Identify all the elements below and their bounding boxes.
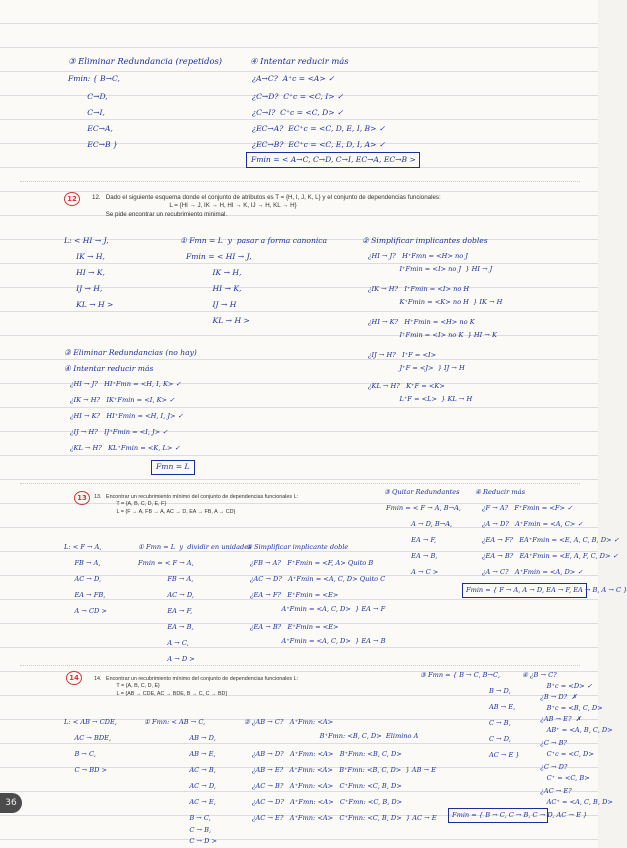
dependency-line: AC → B, [160,766,216,774]
dependency-line: AB → D, [160,734,216,742]
dependency-line: HI → K, [64,268,105,277]
dependency-line: L: < HI → J, [64,236,109,245]
exercise-13-statement: 13. Encontrar un recubrimiento mínimo del conjunto de dependencias funcionales L: T = {A, B, C, D, E, F} L = {F → A, FB → A, AC → D, EA → FB, A → CD} [94,494,299,515]
dependency-line: Fmin = < F → A, [138,559,194,567]
top-result: Fmin = < A→C, C→D, C→I, EC→A, EC→B > [251,155,416,164]
exercise-12-circle: 12 [64,192,80,206]
fmin-line: Fmin: { B→C, [68,74,120,83]
dependency-line: HI → K, [186,284,242,293]
dependency-line: C → D, [468,735,511,743]
closure-line: I⁺Fmin = <I> no K } HI → K [368,331,497,339]
closure-line: ¿HI → J? H⁺Fmn = <H> no J [368,252,468,260]
closure-line: ¿EA → B? E⁺Fmin = <E> [250,623,339,631]
exercise-12-statement: 12. Dado el siguiente esquema donde el conjunto de atributos es T = {H, I, J, K, L} y el conjunto de dependencias funcionales: L = {HI → J, IK → H, HI → K, IJ → H, KL → H} Se pide encontrar un recubrimiento minimal. [92,194,441,218]
check-line: ¿A→C? A⁺c = <A> ✓ [252,74,335,83]
check-line: ¿C → B? [534,739,567,747]
check-line: ¿EC→A? EC⁺c = <C, D, E, I, B> ✓ [252,124,386,133]
step3-heading: ③ Quitar Redundantes [384,488,460,496]
dependency-line: KL → H > [186,316,250,325]
exercise-14-statement: 14. Encontrar un recubrimiento mínimo del conjunto de dependencias funcionales L: T = {A, B, C, D, E} L = {AB → CDE, AC → BDE, B → C, C → BD} [94,676,299,697]
dependency-line: Fmin = < HI → J, [186,252,252,261]
check-line: C⁺ = <C, B> [534,774,590,782]
step2-heading: ② ¿AB → C? A⁺Fmn: <A> [244,718,334,726]
check-line: C⁺c = <C, D> [534,750,594,758]
step4-heading: ④ Intentar reducir más [64,364,154,373]
check-line: ¿EA → B? EA⁺Fmin = <E, A, F, C, D> ✓ [482,552,619,560]
dependency-line: L: < F → A, [64,543,102,551]
dependency-line: C → D > [160,837,218,845]
separator [20,483,580,484]
dependency-line: AC → E } [468,751,520,759]
dependency-line: B → C, [64,750,96,758]
dependency-line: A → C > [386,568,439,576]
page-number-badge: 36 [0,793,22,813]
dependency-line: Fmin = < F → A, B→A̶, [386,504,461,512]
step4-heading: ④ Reducir más [475,488,525,496]
closure-line: ¿AC → B? A⁺Fmn: <A> C⁺Fmn: <C, B, D> [252,782,402,790]
check-line: AB⁺ = <A, B, C, D> [534,726,613,734]
top-result-box [246,152,420,168]
dependency-line: A → CD > [64,607,107,615]
closure-line: B⁺Fmn: <B, C, D> Elimino A [284,732,419,740]
ex14-result: Fmin = { B → C, C → B, C → D, AC → E } [452,811,588,819]
closure-line: ¿AB → E? A⁺Fmn: <A> B⁺Fmn: <B, C, D> } AB → E [252,766,436,774]
closure-line: K⁺Fmin = <K> no H } IK → H [368,298,503,306]
dependency-line: A → C, [138,639,189,647]
check-line: AC⁺ = <A, C, B, D> [534,798,613,806]
dependency-line: EA → B, [386,552,438,560]
check-line: ¿IJ → H? IJ⁺Fmin = <I, J> ✓ [70,428,168,436]
step1-heading: ① Fmn = L y pasar a forma canonica [180,236,328,245]
ex14-result-box [448,808,588,823]
step2-heading: ② Simplificar implicantes dobles [362,236,488,245]
dependency-line: AC → D, [64,575,102,583]
dependency-line: AC → E, [160,798,216,806]
dependency-line: B → D, [468,687,511,695]
closure-line: ¿EA → F? E⁺Fmin = <E> [250,591,339,599]
fmin-line: C→D, [68,92,108,101]
step1-heading: ① Fmn: < AB → C, [144,718,206,726]
dependency-line: EA → B, [138,623,194,631]
step3-heading: ③ Eliminar Redundancias (no hay) [64,348,197,357]
closure-line: ¿AC → D? A⁺Fmn: <A> C⁺Fmn: <C, B, D> [252,798,403,806]
check-line: ¿F → A? F⁺Fmin = <F> ✓ [482,504,573,512]
closure-line: J⁺F = <J> } IJ → H [368,364,465,372]
dependency-line: C → B, [160,826,212,834]
fmin-line: C→I, [68,108,105,117]
dependency-line: AC → D, [160,782,217,790]
dependency-line: L: < AB → CDE, [64,718,117,726]
dependency-line: A → D, B→A̶, [386,520,453,528]
closure-line: ¿AB → D? A⁺Fmn: <A> B⁺Fmn: <B, C, D> [252,750,402,758]
dependency-line: EA → F, [138,607,193,615]
dependency-line: A → D > [138,655,195,663]
check-line: ¿C → D? [534,763,568,771]
dependency-line: KL → H > [64,300,114,309]
separator [20,665,580,666]
closure-line: ¿FB → A? F⁺Fmin = <F, A> Quito B [250,559,374,567]
check-line: ¿C→D? C⁺c = <C, I> ✓ [252,92,344,101]
closure-line: ¿KL → H? K⁺F = <K> [368,382,445,390]
dependency-line: C → B, [468,719,511,727]
check-line: B⁺c = <B, C, D> [534,704,603,712]
ex13-result-box [462,583,627,598]
check-line: ¿HI → J? HI⁺Fmn = <H, I, K> ✓ [70,380,182,388]
step3-heading: ③ Fmn = { B → C, B→C, [420,671,500,679]
dependency-line: IK → H, [64,252,105,261]
step1-heading: ① Fmn = L y dividir en unidades [138,543,252,551]
step3-heading: ③ Eliminar Redundancia (repetidos) [68,56,223,66]
closure-line: A⁺Fmin = <A, C, D> } EA → F [250,605,386,613]
separator [20,181,580,182]
step4-heading: ④ ¿B → C? [522,671,557,679]
dependency-line: IJ → H [186,300,237,309]
check-line: ¿A → C? A⁺Fmin = <A, D> ✓ [482,568,583,576]
closure-line: L⁺F = <L> } KL → H [368,395,473,403]
dependency-line: EA → F, [386,536,437,544]
dependency-line: AC → BDE, [64,734,112,742]
dependency-line: C → BD > [64,766,107,774]
closure-line: ¿HI → K? H⁺Fmin = <H> no K [368,318,475,326]
closure-line: ¿AC → D? A⁺Fmin = <A, C, D> Quito C [250,575,386,583]
closure-line: I⁺Fmin = <I> no J } HI → J [368,265,493,273]
check-line: ¿EC→B? EC⁺c = <C, E, D, I, A> ✓ [252,140,386,149]
closure-line: ¿IJ → H? I⁺F = <I> [368,351,437,359]
ex12-result-box [151,460,195,475]
exercise-14-circle: 14 [66,671,82,685]
check-line: ¿B → D? ✗ [534,693,577,701]
check-line: ¿KL → H? KL⁺Fmin = <K, L> ✓ [70,444,180,452]
check-line: ¿C→I? C⁺c = <C, D> ✓ [252,108,344,117]
dependency-line: EA → FB, [64,591,106,599]
dependency-line: AC → D, [138,591,195,599]
exercise-13-circle: 13 [74,491,90,505]
dependency-line: AB → E, [160,750,216,758]
fmin-line: EC→B } [68,140,118,149]
check-line: ¿A → D? A⁺Fmin = <A, C> ✓ [482,520,583,528]
ex13-result: Fmin = { F → A, A → D, EA → F, EA → B, A → C } [466,586,627,594]
dependency-line: FB → A, [64,559,101,567]
check-line: ¿EA → F? EA⁺Fmin = <E, A, C, B, D> ✓ [482,536,620,544]
check-line: ¿HI → K? HI⁺Fmin = <H, I, J> ✓ [70,412,184,420]
check-line: ¿IK → H? IK⁺Fmin = <I, K> ✓ [70,396,175,404]
closure-line: A⁺Fmin = <A, C, D> } EA → B [250,637,386,645]
check-line: ¿AC → E? [534,787,572,795]
check-line: ¿AB → E? ✗ [534,715,582,723]
closure-line: ¿AC → E? A⁺Fmn: <A> C⁺Fmn: <C, B, D> } AC → E [252,814,437,822]
dependency-line: FB → A, [138,575,194,583]
dependency-line: B → C, [160,814,211,822]
ex12-result: Fmn = L [156,462,190,471]
step4-heading: ④ Intentar reducir más [250,56,349,66]
step2-heading: ② Simplificar implicante doble [246,543,349,551]
check-line: B⁺c = <D> ✓ [534,682,593,690]
dependency-line: AB → E, [468,703,516,711]
closure-line: ¿IK → H? I⁺Fmin = <I> no H [368,285,470,293]
dependency-line: IJ → H, [64,284,103,293]
fmin-line: EC→A, [68,124,113,133]
dependency-line: IK → H, [186,268,242,277]
